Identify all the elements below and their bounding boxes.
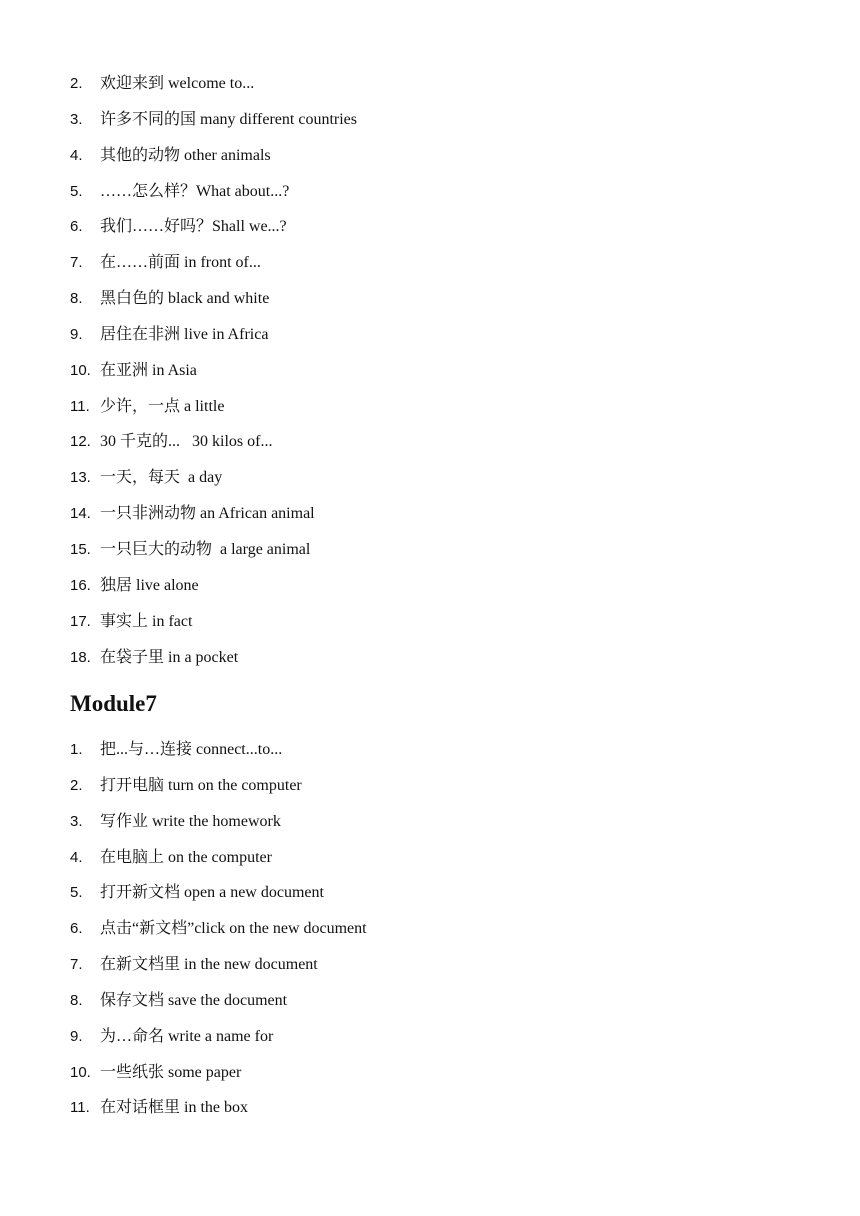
phrase-list-module7	[70, 732, 367, 1126]
list-item	[70, 532, 357, 568]
item-phrase: 事实上 in fact	[100, 612, 193, 630]
item-phrase: 写作业 write the homework	[100, 812, 281, 830]
module-heading: Module7	[70, 691, 157, 716]
list-item	[70, 460, 357, 496]
item-phrase: 在……前面 in front of...	[100, 254, 261, 272]
phrase-list-module6	[70, 66, 357, 675]
list-item	[70, 875, 367, 911]
item-number: 9.	[70, 325, 83, 343]
item-phrase: 在亚洲 in Asia	[100, 361, 197, 379]
item-phrase: 一些纸张 some paper	[100, 1063, 242, 1081]
item-phrase: 打开新文档 open a new document	[100, 884, 324, 902]
item-phrase: 许多不同的国 many different countries	[100, 110, 357, 128]
item-number: 6.	[70, 218, 83, 236]
item-number: 14.	[70, 505, 91, 523]
item-phrase: 点击“新文档”click on the new document	[100, 920, 367, 938]
list-item	[70, 496, 357, 532]
list-item	[70, 768, 367, 804]
item-number: 4.	[70, 146, 83, 164]
item-phrase: 在对话框里 in the box	[100, 1099, 248, 1117]
item-phrase: 一天，每天 a day	[100, 469, 223, 487]
item-phrase: 在新文档里 in the new document	[100, 956, 318, 974]
item-number: 1.	[70, 741, 83, 758]
item-number: 10.	[70, 361, 91, 379]
list-item	[70, 245, 357, 281]
list-item	[70, 1019, 367, 1055]
item-number: 3.	[70, 812, 83, 830]
list-item	[70, 174, 357, 210]
item-phrase: 在电脑上 on the computer	[100, 848, 272, 866]
item-number: 2.	[70, 75, 83, 92]
item-number: 10.	[70, 1063, 91, 1081]
item-number: 16.	[70, 576, 91, 594]
item-phrase: 少许，一点 a little	[100, 397, 225, 415]
item-phrase: 在袋子里 in a pocket	[100, 648, 239, 666]
item-number: 18.	[70, 648, 91, 666]
item-phrase: 一只非洲动物 an African animal	[100, 505, 315, 523]
list-item	[70, 102, 357, 138]
list-item	[70, 209, 357, 245]
item-number: 3.	[70, 110, 83, 128]
item-phrase: 我们……好吗？Shall we...?	[100, 218, 287, 236]
item-phrase: 黑白色的 black and white	[100, 290, 270, 308]
item-phrase: 一只巨大的动物 a large animal	[100, 540, 311, 558]
item-number: 17.	[70, 612, 91, 630]
list-item	[70, 1090, 367, 1126]
item-number: 12.	[70, 433, 91, 451]
item-number: 6.	[70, 920, 83, 938]
item-phrase: 欢迎来到 welcome to...	[100, 75, 255, 92]
list-item	[70, 389, 357, 425]
list-item	[70, 138, 357, 174]
item-number: 9.	[70, 1027, 83, 1045]
item-number: 15.	[70, 540, 91, 558]
list-item	[70, 983, 367, 1019]
list-item	[70, 947, 367, 983]
item-number: 7.	[70, 254, 83, 272]
list-item	[70, 281, 357, 317]
list-item	[70, 640, 357, 676]
list-item	[70, 66, 357, 102]
item-number: 4.	[70, 848, 83, 866]
list-item	[70, 317, 357, 353]
list-item	[70, 604, 357, 640]
item-number: 7.	[70, 956, 83, 974]
item-number: 8.	[70, 991, 83, 1009]
item-number: 5.	[70, 884, 83, 902]
item-phrase: 为…命名 write a name for	[100, 1027, 274, 1045]
item-phrase: 保存文档 save the document	[100, 991, 288, 1009]
item-phrase: 把...与…连接 connect...to...	[100, 741, 283, 758]
item-number: 11.	[70, 397, 90, 415]
list-item	[70, 424, 357, 460]
item-number: 2.	[70, 776, 83, 794]
item-phrase: 30 千克的... 30 kilos of...	[100, 433, 273, 451]
item-number: 11.	[70, 1099, 90, 1117]
item-number: 8.	[70, 290, 83, 308]
list-item	[70, 568, 357, 604]
list-item	[70, 840, 367, 876]
list-item	[70, 353, 357, 389]
list-item	[70, 732, 367, 768]
list-item	[70, 911, 367, 947]
item-phrase: 其他的动物 other animals	[100, 146, 271, 164]
item-phrase: 独居 live alone	[100, 576, 199, 594]
item-phrase: 居住在非洲 live in Africa	[100, 325, 269, 343]
item-phrase: ……怎么样？What about...?	[100, 182, 290, 200]
list-item	[70, 1055, 367, 1091]
item-phrase: 打开电脑 turn on the computer	[100, 776, 302, 794]
list-item	[70, 804, 367, 840]
item-number: 5.	[70, 182, 83, 200]
item-number: 13.	[70, 469, 91, 487]
